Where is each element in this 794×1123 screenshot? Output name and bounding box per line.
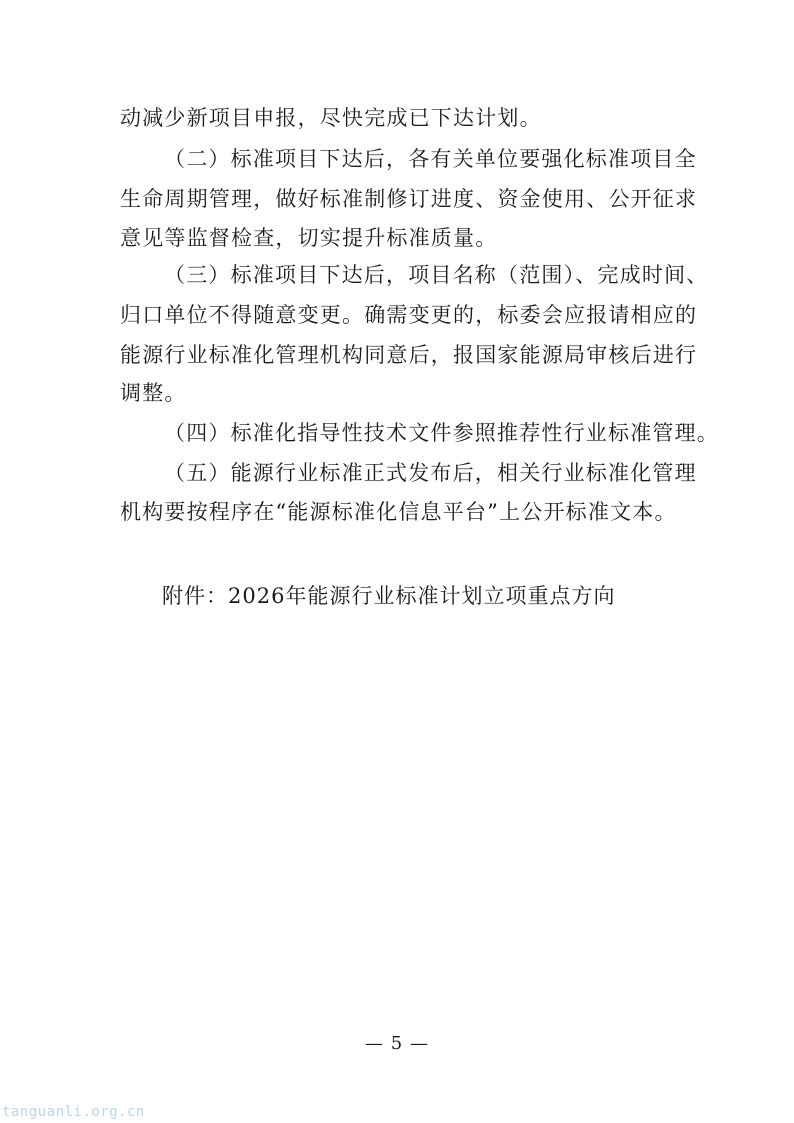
attachment-line: 附件：2026年能源行业标准计划立项重点方向	[162, 584, 616, 608]
paragraph-line: （二）标准项目下达后，各有关单位要强化标准项目全	[164, 147, 697, 171]
paragraph-line: 意见等监督检查，切实提升标准质量。	[120, 226, 498, 250]
paragraph-line: 动减少新项目申报，尽快完成已下达计划。	[120, 106, 542, 130]
paragraph-line: 机构要按程序在“能源标准化信息平台”上公开标准文本。	[120, 500, 677, 524]
paragraph-line: 能源行业标准化管理机构同意后，报国家能源局审核后进行	[120, 343, 698, 367]
paragraph-line: （四）标准化指导性技术文件参照推荐性行业标准管理。	[164, 421, 719, 445]
page-number: — 5 —	[365, 1033, 429, 1054]
paragraph-line: 生命周期管理，做好标准制修订进度、资金使用、公开征求	[120, 187, 698, 211]
watermark: tanguanli.org.cn	[2, 1104, 145, 1120]
paragraph-line: （五）能源行业标准正式发布后，相关行业标准化管理	[164, 461, 697, 485]
paragraph-line: 调整。	[120, 381, 187, 405]
paragraph-line: （三）标准项目下达后，项目名称（范围）、完成时间、	[164, 263, 709, 287]
paragraph-line: 归口单位不得随意变更。确需变更的，标委会应报请相应的	[120, 303, 698, 327]
